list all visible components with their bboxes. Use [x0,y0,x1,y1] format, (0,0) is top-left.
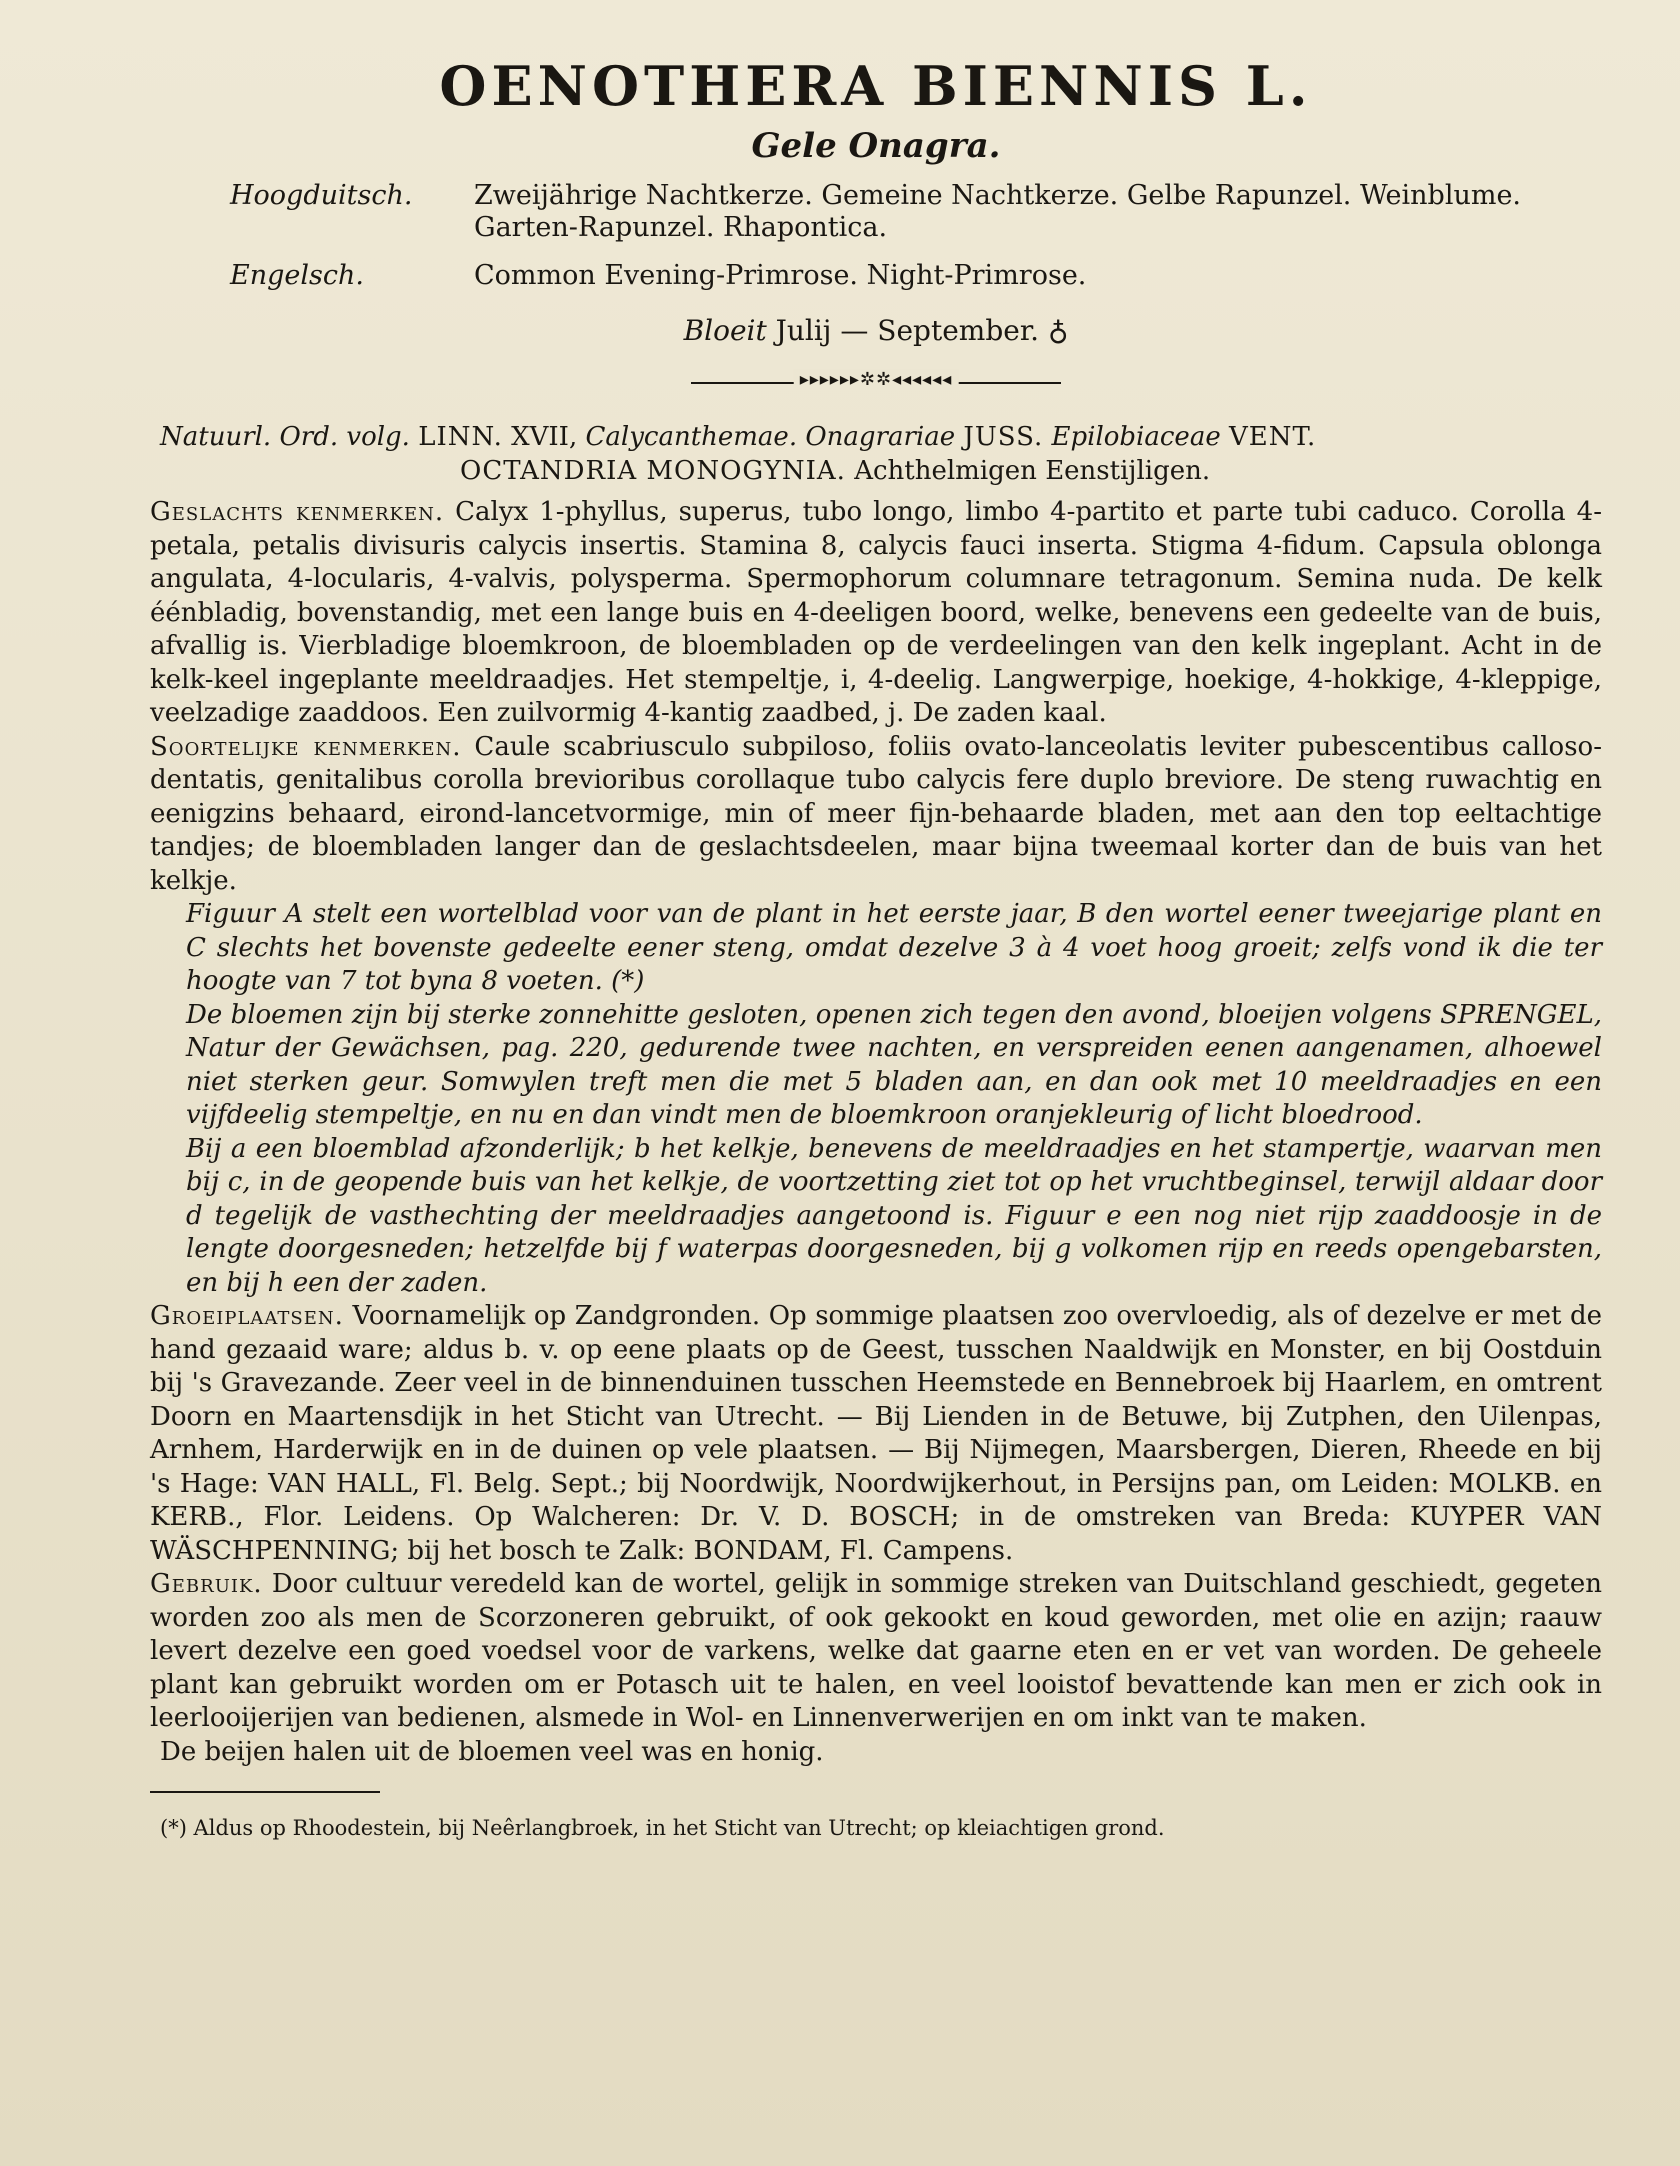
bloom-months: Julij — September. [775,314,1040,347]
divider-ornament-icon: ▸▸▸▸▸▸✲✲◂◂◂◂◂◂ [794,369,959,390]
language-names: Zweijährige Nachtkerze. Gemeine Nachtkerze. Gelbe Rapunzel. Weinblume. Garten-Rapunzel. Rhapontica. [474,180,1522,243]
usage-section: Gebruik. Door cultuur veredeld kan de wortel, gelijk in sommige streken van Duitschland geschiedt, gegeten worden zoo als men de Scorzoneren gebruikt, of ook gekookt en koud geworden, met olie en azijn; raauw levert dezelve een goed voedsel voor de varkens, welke dat gaarne eten en er vet van worden. De geheele plant kan gebruikt worden om er Potasch uit te halen, en veel looistof bevattende kan men er zich ook in leerlooijerijen van bedienen, alsmede in Wol- en Linnenverwerijen en om inkt van te maken. [150,1569,1602,1733]
footnote: (*) Aldus op Rhoodestein, bij Neêrlangbroek, in het Sticht van Utrecht; op kleiachtigen grond. [160,1816,1165,1840]
language-label: Engelsch. [230,260,364,291]
bloom-label: Bloeit [683,314,767,347]
natural-order: Natuurl. Ord. volg. LINN. XVII, Calycanthemae. Onagrariae JUSS. Epilobiaceae VENT. OCTANDRIA MONOGYNIA. Achthelmigen Eenstijligen. [160,422,1317,486]
bloom-period [150,314,1602,347]
language-names: Common Evening-Primrose. Night-Primrose. [474,260,1087,291]
habitat-section: Groeiplaatsen. Voornamelijk op Zandgronden. Op sommige plaatsen zoo overvloedig, als of dezelve er met de hand gezaaid ware; aldus b. v. op eene plaats op de Geest, tusschen Naaldwijk en Monster, en bij Oostduin bij 's Gravezande. Zeer veel in de binnenduinen tusschen Heemstede en Bennebroek bij Haarlem, en omtrent Doorn en Maartensdijk in het Sticht van Utrecht. — Bij Lienden in de Betuwe, bij Zutphen, den Uilenpas, Arnhem, Harderwijk en in de duinen op vele plaatsen. — Bij Nijmegen, Maarsbergen, Dieren, Rheede en bij 's Hage: VAN HALL, Fl. Belg. Sept.; bij Noordwijk, Noordwijkerhout, in Persijns pan, om Leiden: MOLKB. en KERB., Flor. Leidens. Op Walcheren: Dr. V. D. BOSCH; in de omstreken van Breda: KUYPER VAN WÄSCHPENNING; bij het bosch te Zalk: BONDAM, Fl. Campens. [150,1301,1603,1566]
flower-description: De bloemen zijn bij sterke zonnehitte gesloten, openen zich tegen den avond, bloeijen volgens SPRENGEL, Natur der Gewächsen, pag. 220, gedurende twee nachten, en verspreiden eenen aangenamen, alhoewel niet sterken geur. Somwylen treft men die met 5 bladen aan, en dan ook met 10 meeldraadjes en een vijfdeelig stempeltje, en nu en dan vindt men de bloemkroon oranjekleurig of licht bloedrood. [186,999,1602,1130]
ornamental-divider [691,369,1061,393]
biennial-symbol-icon: ♁ [1047,314,1069,347]
species-characteristics: Soortelijke kenmerken. Caule scabriusculo subpiloso, foliis ovato-lanceolatis leviter pubescentibus calloso-dentatis, genitalibus corolla brevioribus corollaque tubo calycis fere duplo breviore. De steng ruwachtig en eenigzins behaard, eirond-lancetvormige, min of meer fijn-behaarde bladen, met aan den top eeltachtige tandjes; de bloembladen langer dan de geslachtsdeelen, maar bijna tweemaal korter dan de buis van het kelkje. [150,731,1602,896]
language-label: Hoogduitsch. [230,180,413,211]
section-label: Gebruik. [150,1569,263,1599]
page-title: OENOTHERA BIENNIS L. [439,54,1313,118]
figure-description: Figuur A stelt een wortelblad voor van de plant in het eerste jaar, B den wortel eener tweejarige plant en C slechts het bovenste gedeelte eener steng, omdat dezelve 3 à 4 voet hoog groeit; zelfs vond ik die ter hoogte van 7 tot byna 8 voeten. (*) [186,899,1602,996]
section-label: Groeiplaatsen. [150,1301,344,1331]
figure-details: Bij a een bloemblad afzonderlijk; b het kelkje, benevens de meeldraadjes en het stampertje, waarvan men bij c, in de geopende buis van het kelkje, de voortzetting ziet tot op het vruchtbeginsel, terwijl aldaar door d tegelijk de vasthechting der meeldraadjes aangetoond is. Figuur e een nog niet rijp zaaddoosje in de lengte doorgesneden; hetzelfde bij f waterpas doorgesneden, bij g volkomen rijp en reeds opengebarsten, en bij h een der zaden. [186,1133,1602,1298]
closing-line: De beijen halen uit de bloemen veel was en honig. [160,1736,824,1767]
section-label: Soortelijke kenmerken. [150,731,462,762]
genus-characteristics: Geslachts kenmerken. Calyx 1-phyllus, superus, tubo longo, limbo 4-partito et parte tubi caduco. Corolla 4-petala, petalis divisuris calycis insertis. Stamina 8, calycis fauci inserta. Stigma 4-fidum. Capsula oblonga angulata, 4-locularis, 4-valvis, polysperma. Spermophorum columnare tetragonum. Semina nuda. De kelk éénbladig, bovenstandig, met een lange buis en 4-deeligen boord, welke, benevens een gedeelte van de buis, afvallig is. Vierbladige bloemkroon, de bloembladen op de verdeelingen van den kelk ingeplant. Acht in de kelk-keel ingeplante meeldraadjes. Het stempeltje, i, 4-deelig. Langwerpige, hoekige, 4-hokkige, 4-kleppige, veelzadige zaaddoos. Een zuilvormig 4-kantig zaadbed, j. De zaden kaal. [150,497,1603,728]
section-label: Geslachts kenmerken. [150,497,445,527]
vernacular-names [230,180,1602,292]
footnote-rule [150,1791,380,1793]
page-subtitle: Gele Onagra. [751,126,1001,166]
